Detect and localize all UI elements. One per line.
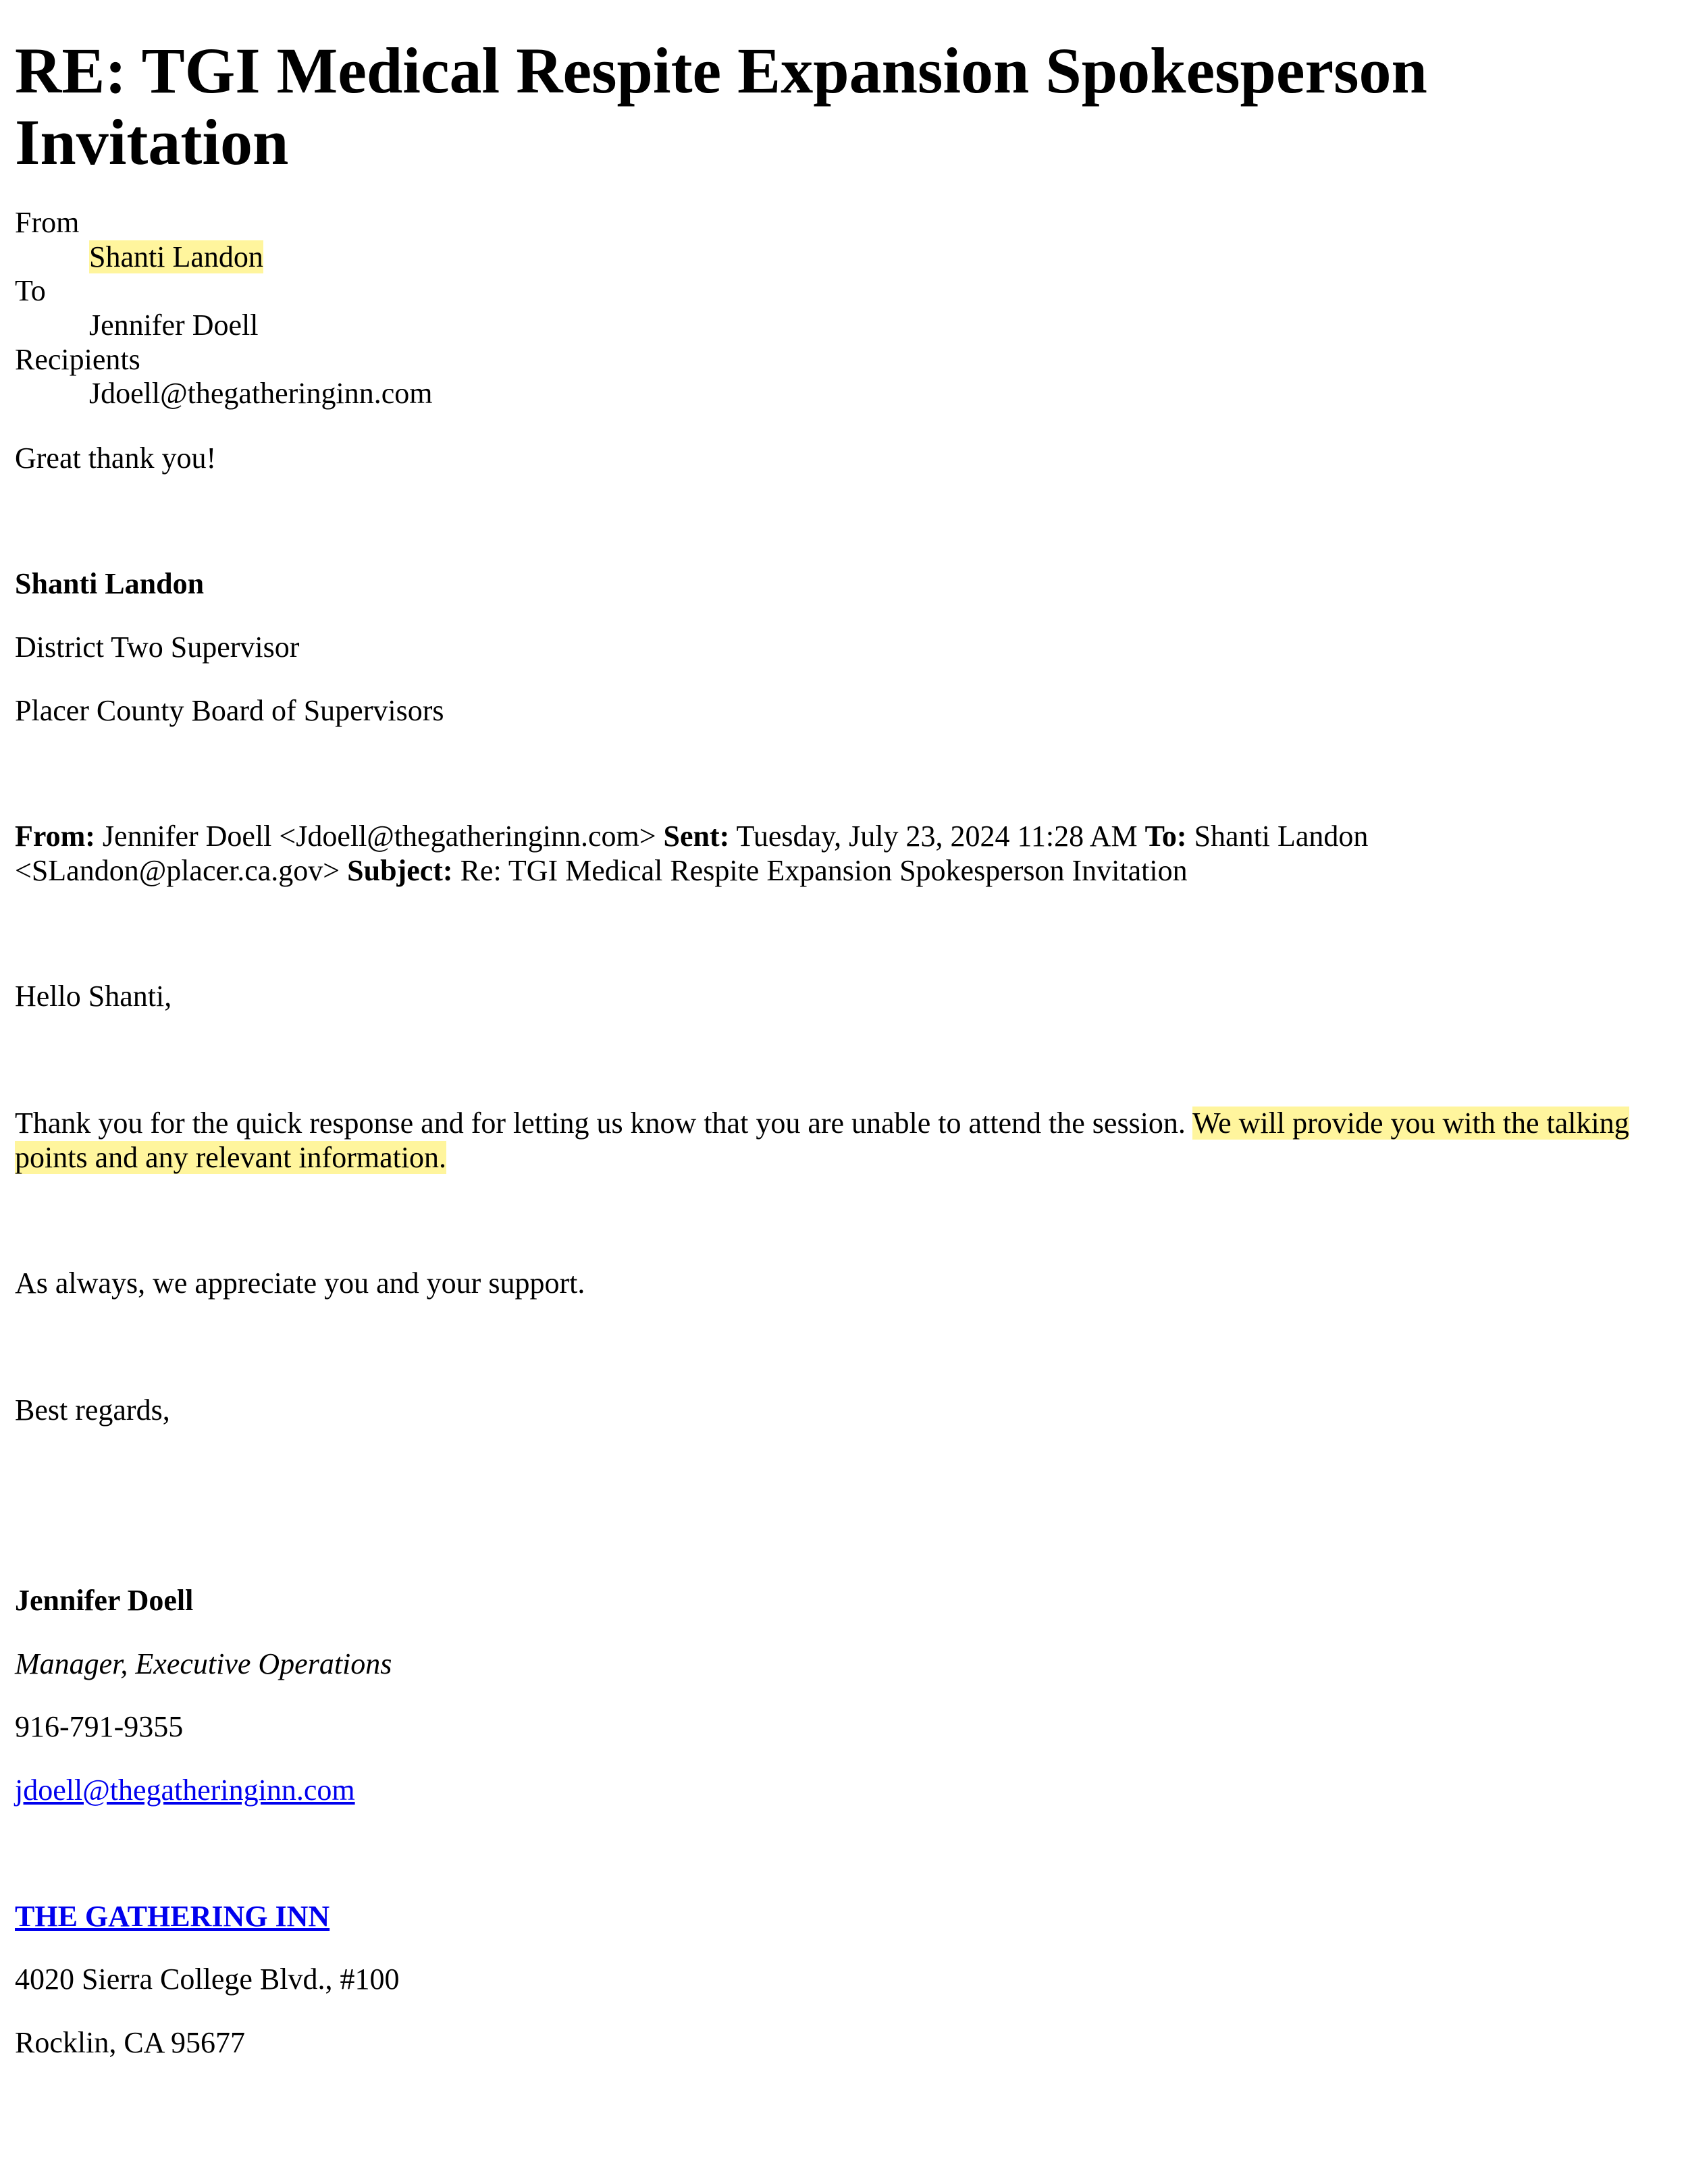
quoted-signature-title: Manager, Executive Operations xyxy=(15,1647,392,1680)
email-subject: RE: TGI Medical Respite Expansion Spokesperson Invitation xyxy=(15,34,1427,178)
quoted-subject-value: Re: TGI Medical Respite Expansion Spokesperson Invitation xyxy=(460,853,1188,887)
signature-email-link[interactable]: jdoell@thegatheringinn.com xyxy=(15,1774,355,1807)
quoted-signature-address-2: Rocklin, CA 95677 xyxy=(15,2025,246,2059)
quoted-signature-phone: 916-791-9355 xyxy=(15,1710,184,1744)
quoted-to-label: To: xyxy=(1144,820,1187,853)
quoted-from-label: From: xyxy=(15,820,95,853)
quoted-sent-value: Tuesday, July 23, 2024 11:28 AM xyxy=(736,820,1138,853)
recipients-value: Jdoell@thegatheringinn.com xyxy=(89,377,433,410)
reply-body: Great thank you! xyxy=(15,441,217,475)
quoted-paragraph-1-highlight-1: We will provide you with the talking xyxy=(1192,1106,1629,1140)
reply-signature-org: Placer County Board of Supervisors xyxy=(15,693,444,727)
reply-signature-title: District Two Supervisor xyxy=(15,630,300,664)
quoted-signature-org xyxy=(15,1900,1673,1934)
gathering-inn-link[interactable]: THE GATHERING INN xyxy=(15,1899,330,1933)
to-value: Jennifer Doell xyxy=(89,308,259,342)
quoted-subject-label: Subject: xyxy=(347,853,453,887)
quoted-greeting: Hello Shanti, xyxy=(15,980,172,1013)
quoted-paragraph-1-plain: Thank you for the quick response and for letting us know that you are unable to attend the session. xyxy=(15,1106,1186,1140)
quoted-paragraph-1 xyxy=(15,1107,1673,1175)
quoted-paragraph-2: As always, we appreciate you and your support. xyxy=(15,1267,585,1300)
from-value-highlight: Shanti Landon xyxy=(89,240,263,273)
reply-signature-name: Shanti Landon xyxy=(15,567,205,601)
quoted-closing: Best regards, xyxy=(15,1393,170,1427)
quoted-from-value: Jennifer Doell <Jdoell@thegatheringinn.com> xyxy=(102,820,656,853)
quoted-to-value-line1: Shanti Landon xyxy=(1194,820,1369,853)
quoted-signature-email xyxy=(15,1774,1673,1808)
quoted-header xyxy=(15,820,1673,888)
recipients-label: Recipients xyxy=(15,342,140,376)
from-value xyxy=(15,240,1673,275)
quoted-signature-address-1: 4020 Sierra College Blvd., #100 xyxy=(15,1963,400,1996)
quoted-to-value-line2: <SLandon@placer.ca.gov> xyxy=(15,853,340,887)
email-headers xyxy=(15,206,1673,411)
quoted-signature-name: Jennifer Doell xyxy=(15,1584,194,1618)
from-label: From xyxy=(15,206,80,240)
quoted-paragraph-1-highlight-2: points and any relevant information. xyxy=(15,1140,447,1174)
to-label: To xyxy=(15,274,46,308)
quoted-sent-label: Sent: xyxy=(663,820,730,853)
